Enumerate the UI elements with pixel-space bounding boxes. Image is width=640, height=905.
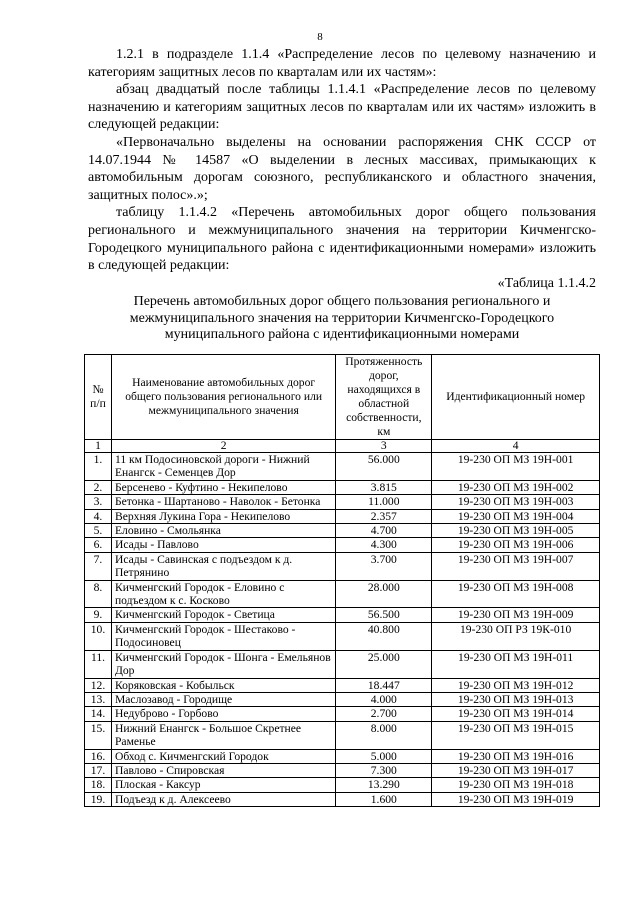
row-number: 11.: [85, 650, 112, 678]
table-body: [85, 453, 600, 807]
road-length: 1.600: [336, 792, 432, 806]
column-number: 2: [111, 440, 335, 453]
row-number: 5.: [85, 524, 112, 538]
table-row: [85, 552, 600, 580]
road-id: 19-230 ОП МЗ 19Н-017: [432, 763, 600, 777]
row-number: 17.: [85, 763, 112, 777]
row-number: 15.: [85, 721, 112, 749]
row-number: 3.: [85, 495, 112, 509]
road-length: 5.000: [336, 749, 432, 763]
road-name: Недуброво - Горбово: [111, 707, 335, 721]
road-length: 28.000: [336, 580, 432, 608]
road-length: 7.300: [336, 763, 432, 777]
table-row: [85, 622, 600, 650]
table-title: Перечень автомобильных дорог общего пользования регионального и межмуниципального значения на территории Кичменгско-Городецкого муниципального района с идентификационными номерами: [129, 294, 555, 343]
road-name: Верхняя Лукина Гора - Некипелово: [111, 509, 335, 523]
header-name: Наименование автомобильных дорог общего пользования регионального или межмуниципального значения: [111, 355, 335, 440]
table-row: [85, 538, 600, 552]
road-name: Исады - Савинская с подъездом к д. Петрянино: [111, 552, 335, 580]
road-id: 19-230 ОП МЗ 19Н-019: [432, 792, 600, 806]
road-id: 19-230 ОП МЗ 19Н-003: [432, 495, 600, 509]
header-num: № п/п: [85, 355, 112, 440]
road-name: Подъезд к д. Алексеево: [111, 792, 335, 806]
road-length: 3.815: [336, 480, 432, 494]
paragraph: 1.2.1 в подразделе 1.1.4 «Распределение лесов по целевому назначению и категориям защитных лесов по кварталам или их частям»:: [88, 47, 596, 80]
road-length: 25.000: [336, 650, 432, 678]
road-id: 19-230 ОП МЗ 19Н-006: [432, 538, 600, 552]
road-length: 13.290: [336, 778, 432, 792]
road-name: Кичменгский Городок - Светица: [111, 608, 335, 622]
row-number: 9.: [85, 608, 112, 622]
road-name: Бетонка - Шартаново - Наволок - Бетонка: [111, 495, 335, 509]
row-number: 7.: [85, 552, 112, 580]
column-number-row: [85, 440, 600, 453]
column-number: 1: [85, 440, 112, 453]
road-id: 19-230 ОП МЗ 19Н-012: [432, 678, 600, 692]
roads-table: [84, 354, 600, 807]
row-number: 1.: [85, 453, 112, 481]
road-length: 8.000: [336, 721, 432, 749]
table-row: [85, 763, 600, 777]
table-row: [85, 678, 600, 692]
row-number: 19.: [85, 792, 112, 806]
road-length: 4.000: [336, 692, 432, 706]
table-row: [85, 480, 600, 494]
road-length: 40.800: [336, 622, 432, 650]
road-length: 4.300: [336, 538, 432, 552]
road-length: 2.357: [336, 509, 432, 523]
road-length: 3.700: [336, 552, 432, 580]
road-length: 18.447: [336, 678, 432, 692]
road-id: 19-230 ОП МЗ 19Н-009: [432, 608, 600, 622]
table-row: [85, 608, 600, 622]
table-row: [85, 749, 600, 763]
table-row: [85, 650, 600, 678]
table-row: [85, 721, 600, 749]
table-row: [85, 778, 600, 792]
table-row: [85, 707, 600, 721]
road-name: Коряковская - Кобыльск: [111, 678, 335, 692]
row-number: 4.: [85, 509, 112, 523]
road-id: 19-230 ОП МЗ 19Н-013: [432, 692, 600, 706]
road-id: 19-230 ОП МЗ 19Н-004: [432, 509, 600, 523]
document-body: [88, 46, 596, 344]
road-id: 19-230 ОП МЗ 19Н-002: [432, 480, 600, 494]
table-row: [85, 509, 600, 523]
row-number: 2.: [85, 480, 112, 494]
paragraph: «Первоначально выделены на основании распоряжения СНК СССР от 14.07.1944 № 14587 «О выделении в лесных массивах, примыкающих к автомобильным дорогам союзного, республиканского и областного значения, защитных полос».»;: [88, 134, 596, 203]
paragraph: таблицу 1.1.4.2 «Перечень автомобильных дорог общего пользования регионального и межмуниципального значения на территории Кичменгско-Городецкого муниципального района с идентификационными номерами» изложить в следующей редакции:: [88, 205, 596, 274]
road-id: 19-230 ОП МЗ 19Н-014: [432, 707, 600, 721]
column-number: 4: [432, 440, 600, 453]
paragraph: абзац двадцатый после таблицы 1.1.4.1 «Распределение лесов по целевому назначению и категориям защитных лесов по кварталам или их частям» изложить в следующей редакции:: [88, 82, 596, 133]
road-length: 56.000: [336, 453, 432, 481]
row-number: 16.: [85, 749, 112, 763]
road-length: 56.500: [336, 608, 432, 622]
road-id: 19-230 ОП МЗ 19Н-011: [432, 650, 600, 678]
road-name: Кичменгский Городок - Шестаково - Подосиновец: [111, 622, 335, 650]
road-name: Кичменгский Городок - Шонга - Емельянов Дор: [111, 650, 335, 678]
road-id: 19-230 ОП МЗ 19Н-018: [432, 778, 600, 792]
row-number: 13.: [85, 692, 112, 706]
road-length: 4.700: [336, 524, 432, 538]
road-name: Маслозавод - Городище: [111, 692, 335, 706]
road-name: Исады - Павлово: [111, 538, 335, 552]
road-length: 11.000: [336, 495, 432, 509]
road-name: Нижний Енангск - Большое Скретнее Раменье: [111, 721, 335, 749]
road-id: 19-230 ОП МЗ 19Н-015: [432, 721, 600, 749]
table-row: [85, 580, 600, 608]
column-number: 3: [336, 440, 432, 453]
road-name: Кичменгский Городок - Еловино с подъездом к с. Косково: [111, 580, 335, 608]
row-number: 18.: [85, 778, 112, 792]
road-id: 19-230 ОП РЗ 19К-010: [432, 622, 600, 650]
table-row: [85, 453, 600, 481]
row-number: 12.: [85, 678, 112, 692]
table-row: [85, 524, 600, 538]
table-row: [85, 692, 600, 706]
road-name: Павлово - Спировская: [111, 763, 335, 777]
road-name: Плоская - Каксур: [111, 778, 335, 792]
page-number: 8: [317, 31, 323, 43]
road-name: Обход с. Кичменгский Городок: [111, 749, 335, 763]
road-name: Еловино - Смольянка: [111, 524, 335, 538]
row-number: 14.: [85, 707, 112, 721]
road-id: 19-230 ОП МЗ 19Н-008: [432, 580, 600, 608]
table-header-row: [85, 355, 600, 440]
table-row: [85, 792, 600, 806]
table-row: [85, 495, 600, 509]
road-length: 2.700: [336, 707, 432, 721]
road-name: Берсенево - Куфтино - Некипелово: [111, 480, 335, 494]
road-id: 19-230 ОП МЗ 19Н-001: [432, 453, 600, 481]
header-id: Идентификационный номер: [432, 355, 600, 440]
row-number: 8.: [85, 580, 112, 608]
road-id: 19-230 ОП МЗ 19Н-005: [432, 524, 600, 538]
road-name: 11 км Подосиновской дороги - Нижний Енангск - Семенцев Дор: [111, 453, 335, 481]
table-reference: «Таблица 1.1.4.2: [497, 275, 596, 291]
header-length: Протяженность дорог, находящихся в областной собственности, км: [336, 355, 432, 440]
row-number: 10.: [85, 622, 112, 650]
row-number: 6.: [85, 538, 112, 552]
road-id: 19-230 ОП МЗ 19Н-016: [432, 749, 600, 763]
road-id: 19-230 ОП МЗ 19Н-007: [432, 552, 600, 580]
